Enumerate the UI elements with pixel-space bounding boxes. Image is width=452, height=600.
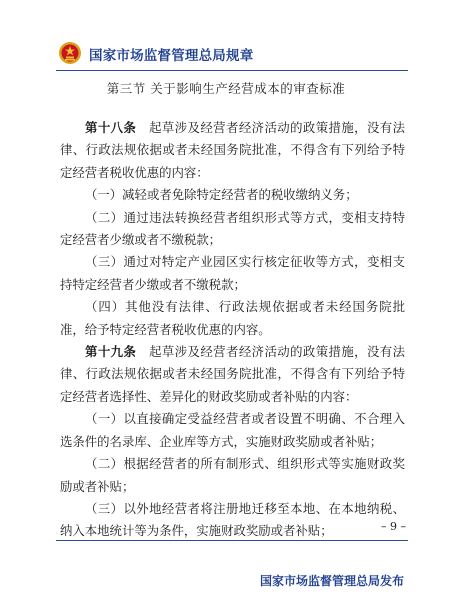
article-18-paragraph <box>60 117 405 184</box>
article-18-item-1: （一）减轻或者免除特定经营者的税收缴纳义务； <box>85 187 358 203</box>
article-18-item-2: （二）通过违法转换经营者组织形式等方式，变相支持特定经营者少缴或者不缴税款； <box>60 209 405 248</box>
article-19-paragraph <box>60 341 405 408</box>
national-emblem-icon <box>58 41 82 65</box>
page-header <box>40 41 420 67</box>
article-19-text: 起草涉及经营者经济活动的政策措施，没有法律、行政法规依据或者未经国务院批准，不得含有下列给予特定经营者选择性、差异化的财政奖励或者补贴的内容： <box>60 344 406 404</box>
header-title: 国家市场监督管理总局规章 <box>89 48 254 64</box>
article-19-item-1: （一）以直接确定受益经营者或者设置不明确、不合理入选条件的名录库、企业库等方式，实施财政奖励或者补贴； <box>60 411 405 449</box>
article-18-label: 第十八条 <box>85 120 137 135</box>
page-number: – 9 – <box>381 520 406 533</box>
footer-divider <box>56 540 408 541</box>
article-18-item-3: （三）通过对特定产业园区实行核定征收等方式，变相支持特定经营者少缴或者不缴税款； <box>60 254 405 292</box>
article-19-item-2: （二）根据经营者的所有制形式、组织形式等实施财政奖励或者补贴； <box>60 456 405 494</box>
footer-publisher: 国家市场监督管理总局发布 <box>259 574 404 588</box>
article-19-item-3: （三）以外地经营者将注册地迁移至本地、在本地纳税、纳入本地统计等为条件，实施财政奖励或者补贴； <box>60 500 405 539</box>
header-divider <box>56 70 408 71</box>
section-title: 第三节 关于影响生产经营成本的审查标准 <box>106 81 346 96</box>
article-18-text: 起草涉及经营者经济活动的政策措施，没有法律、行政法规依据或者未经国务院批准，不得含有下列给予特定经营者税收优惠的内容： <box>60 120 406 180</box>
article-19-label: 第十九条 <box>85 344 137 360</box>
article-18-item-4: （四）其他没有法律、行政法规依据或者未经国务院批准，给予特定经营者税收优惠的内容。 <box>60 299 405 337</box>
document-body <box>60 117 405 543</box>
